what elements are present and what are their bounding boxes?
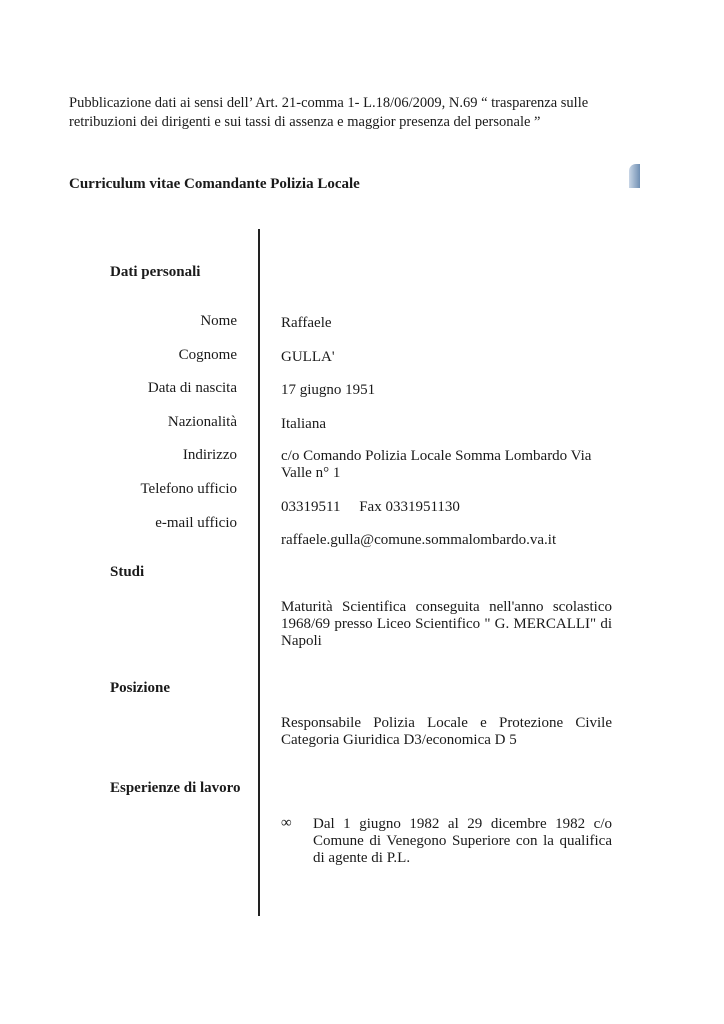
section-title-studies: Studi [110, 564, 145, 580]
value-cognome: GULLA' [281, 349, 335, 365]
position-text: Responsabile Polizia Locale e Protezione Civile Categoria Giuridica D3/economica D 5 [281, 715, 612, 748]
column-divider [258, 229, 260, 916]
label-indirizzo: Indirizzo [182, 447, 237, 463]
section-title-position: Posizione [110, 680, 170, 696]
page-curl-mark [629, 164, 640, 188]
label-email: e-mail ufficio [155, 515, 237, 531]
label-nome: Nome [200, 313, 237, 329]
value-indirizzo: c/o Comando Polizia Locale Somma Lombardo Via Valle n° 1 [281, 448, 592, 481]
publication-note: Pubblicazione dati ai sensi dell’ Art. 21-comma 1- L.18/06/2009, N.69 “ trasparenza sulle retribuzioni dei dirigenti e sui tassi di assenza e maggior presenza del personale ” [69, 95, 589, 130]
value-data-nascita: 17 giugno 1951 [281, 382, 376, 398]
value-nome: Raffaele [281, 315, 332, 331]
label-telefono: Telefono ufficio [140, 481, 237, 497]
section-title-experience: Esperienze di lavoro [110, 780, 241, 796]
experience-item: Dal 1 giugno 1982 al 29 dicembre 1982 c/o Comune di Venegono Superiore con la qualifica di agente di P.L. [313, 816, 612, 866]
label-nazionalita: Nazionalità [167, 414, 237, 430]
bullet-icon: ∞ [281, 815, 292, 831]
value-nazionalita: Italiana [281, 416, 326, 432]
value-telefono: 03319511 Fax 0331951130 [281, 499, 460, 515]
section-title-personal: Dati personali [110, 264, 201, 280]
label-data-nascita: Data di nascita [147, 380, 237, 396]
label-cognome: Cognome [178, 347, 237, 363]
cv-title: Curriculum vitae Comandante Polizia Locale [69, 176, 360, 192]
value-email: raffaele.gulla@comune.sommalombardo.va.it [281, 532, 557, 548]
studies-text: Maturità Scientifica conseguita nell'anno scolastico 1968/69 presso Liceo Scientifico " G. MERCALLI" di Napoli [281, 599, 612, 649]
